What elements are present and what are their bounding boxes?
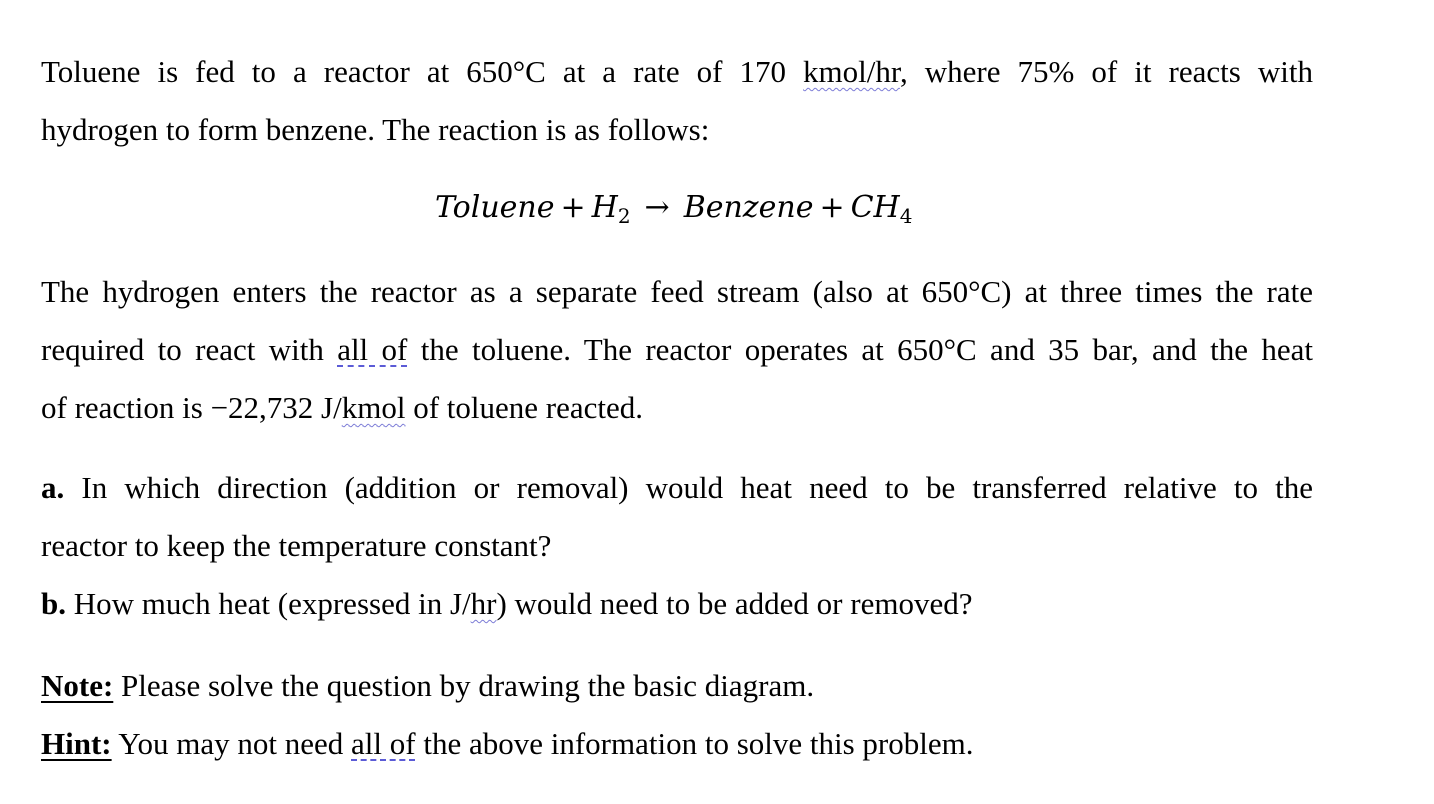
question-a-line1: a. In which direction (addition or removal) would heat need to be transferred relative to the bbox=[41, 470, 1313, 505]
spellcheck-word: kmol bbox=[341, 390, 406, 425]
question-a-line2: reactor to keep the temperature constant? bbox=[41, 528, 552, 563]
grammar-flag: all of bbox=[351, 726, 416, 761]
plus-sign: + bbox=[560, 190, 586, 225]
note-line: Note: Please solve the question by drawing the basic diagram. bbox=[41, 668, 815, 703]
reaction-equation bbox=[435, 188, 912, 236]
para2-line3: of reaction is −22,732 J/kmol of toluene reacted. bbox=[41, 390, 644, 425]
reaction-arrow: → bbox=[644, 190, 670, 225]
note-label: Note: bbox=[41, 668, 114, 703]
reactant-hydrogen: $H_2$ bbox=[591, 190, 631, 228]
para2-line2: required to react with all of the toluene. The reactor operates at 650°C and 35 bar, and the heat bbox=[41, 332, 1314, 367]
question-b: b. How much heat (expressed in J/hr) would need to be added or removed? bbox=[41, 586, 973, 621]
reactant-toluene: Toluene bbox=[435, 190, 555, 225]
question-b-label: b. bbox=[41, 586, 66, 621]
para1-line1 bbox=[41, 52, 1313, 92]
hint-label: Hint: bbox=[41, 726, 112, 761]
plus-sign: + bbox=[819, 190, 845, 225]
question-a-label: a. bbox=[41, 470, 65, 505]
hint-line: Hint: You may not need all of the above information to solve this problem. bbox=[41, 726, 974, 761]
spellcheck-word: kmol/hr bbox=[803, 54, 900, 89]
product-benzene: Benzene bbox=[683, 190, 814, 225]
grammar-flag: all of bbox=[337, 332, 408, 367]
para2-line1: The hydrogen enters the reactor as a separate feed stream (also at 650°C) at three times the rate bbox=[41, 274, 1313, 309]
para1-text: Toluene is fed to a reactor at 650°C at a rate of 170 bbox=[41, 54, 804, 89]
spellcheck-word: hr bbox=[470, 586, 497, 621]
product-methane: $CH_4$ bbox=[850, 190, 913, 228]
para1-text: , where 75% of it reacts with bbox=[899, 54, 1313, 89]
para1-line2: hydrogen to form benzene. The reaction is as follows: bbox=[41, 112, 710, 147]
